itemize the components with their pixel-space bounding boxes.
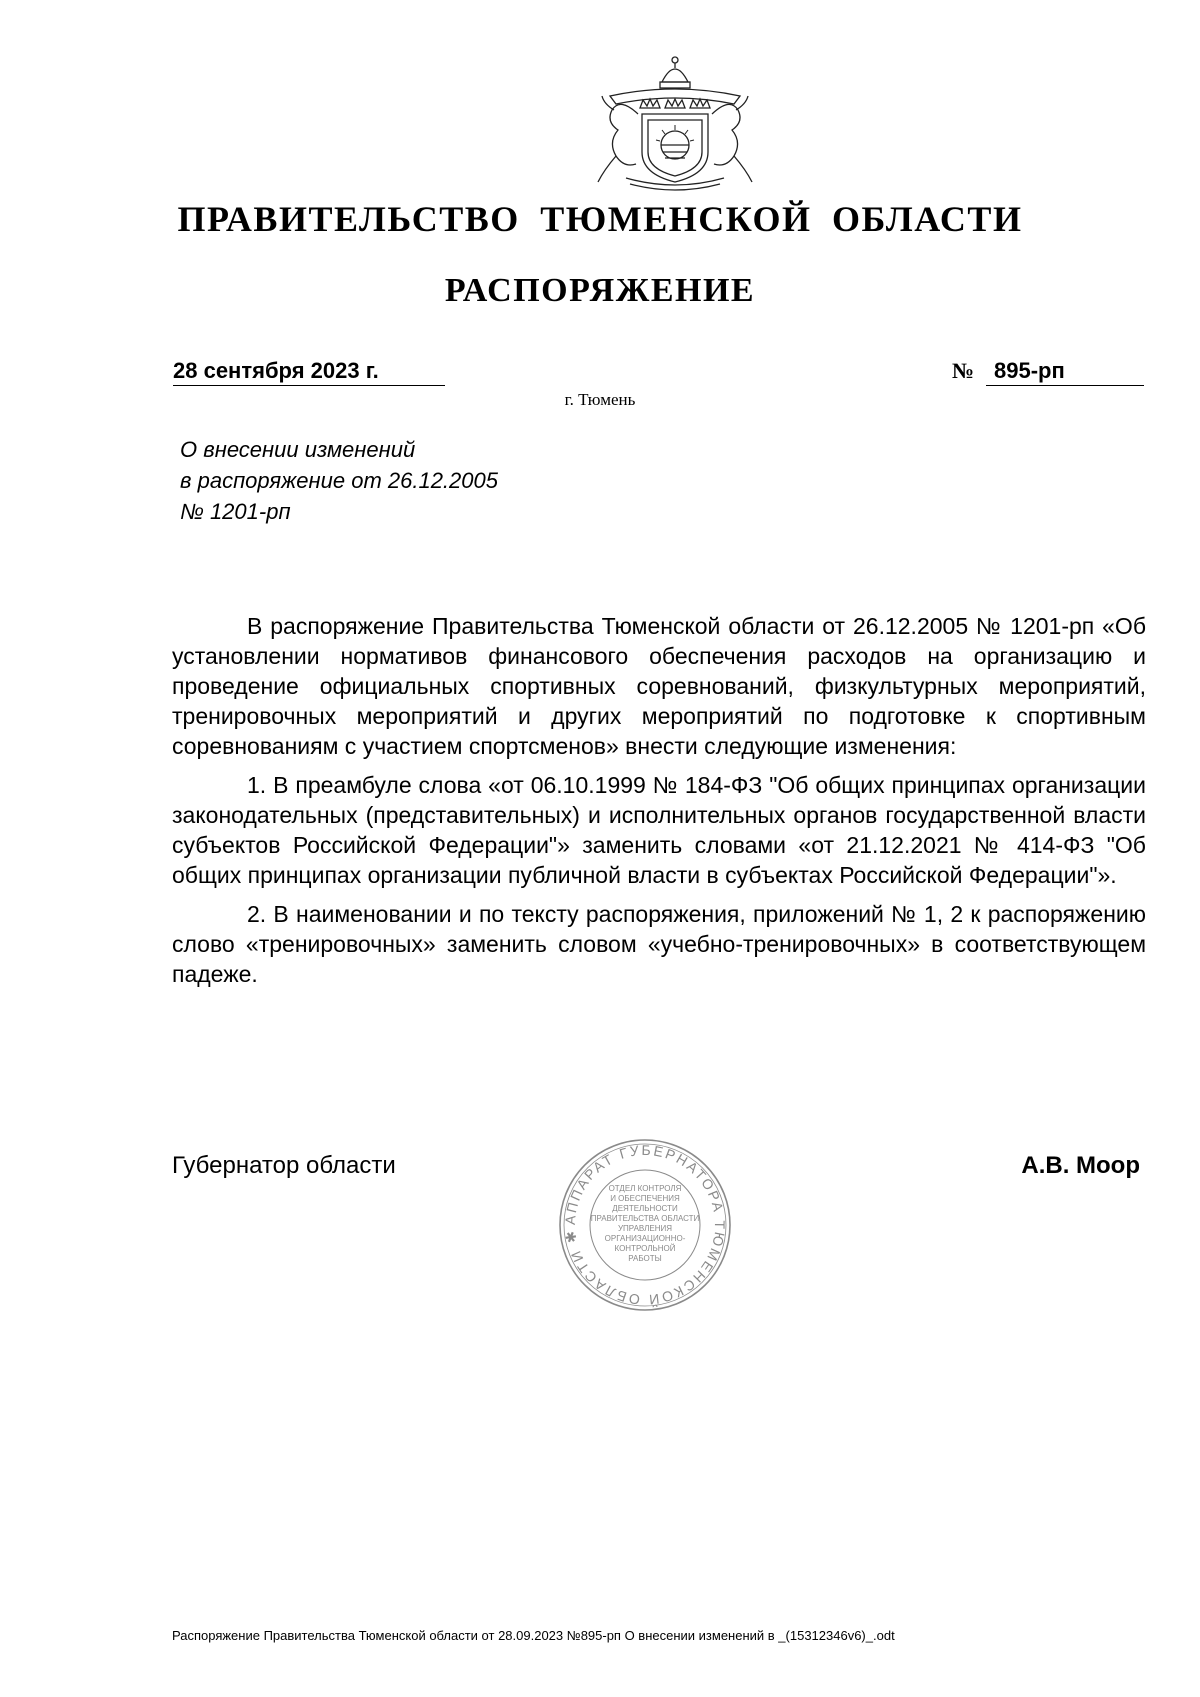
government-title: ПРАВИТЕЛЬСТВО ТЮМЕНСКОЙ ОБЛАСТИ bbox=[177, 199, 1023, 239]
signer-role: Губернатор области bbox=[172, 1152, 396, 1179]
footer-filename: Распоряжение Правительства Тюменской области от 28.09.2023 №895-рп О внесении изменений в _(15312346v6)_.odt bbox=[172, 1628, 895, 1643]
subject-line: О внесении изменений bbox=[180, 437, 416, 462]
svg-text:АППАРАТ ГУБЕРНАТОРА ТЮМЕНСКОЙ: АППАРАТ ГУБЕРНАТОРА ТЮМЕНСКОЙ ОБЛАСТИ ✱ bbox=[561, 1141, 729, 1309]
svg-text:ПРАВИТЕЛЬСТВА ОБЛАСТИ: ПРАВИТЕЛЬСТВА ОБЛАСТИ bbox=[590, 1214, 700, 1223]
body-paragraph-item-2: 2. В наименовании и по тексту распоряжения, приложений № 1, 2 к распоряжению слово «тренировочных» заменить словом «учебно-тренировочных» в соответствующем падеже. bbox=[172, 901, 1146, 987]
city: г. Тюмень bbox=[564, 390, 636, 409]
official-stamp bbox=[555, 1135, 735, 1315]
svg-text:РАБОТЫ: РАБОТЫ bbox=[628, 1254, 662, 1263]
svg-text:И ОБЕСПЕЧЕНИЯ: И ОБЕСПЕЧЕНИЯ bbox=[610, 1194, 680, 1203]
coat-of-arms-emblem bbox=[590, 52, 760, 192]
svg-text:ОТДЕЛ КОНТРОЛЯ: ОТДЕЛ КОНТРОЛЯ bbox=[608, 1184, 682, 1193]
svg-text:УПРАВЛЕНИЯ: УПРАВЛЕНИЯ bbox=[617, 1224, 673, 1233]
document-date: 28 сентября 2023 г. bbox=[173, 358, 445, 386]
number-sign: № bbox=[952, 358, 975, 383]
document-subject bbox=[180, 434, 498, 527]
signer-name: А.В. Моор bbox=[1021, 1152, 1140, 1179]
subject-line: № 1201-рп bbox=[180, 499, 291, 524]
document-number: 895-рп bbox=[986, 358, 1144, 386]
body-paragraph-intro: В распоряжение Правительства Тюменской области от 26.12.2005 № 1201-рп «Об установлении нормативов финансового обеспечения расходов на организацию и проведение официальных спортивных соревнований, физкультурных мероприятий, тренировочных мероприятий и других мероприятий по подготовке к спортивным соревнованиям с участием спортсменов» внести следующие изменения: bbox=[172, 613, 1146, 759]
document-type: РАСПОРЯЖЕНИЕ bbox=[444, 272, 756, 309]
body-paragraph-item-1: 1. В преамбуле слова «от 06.10.1999 № 184-ФЗ "Об общих принципах организации законодательных (представительных) и исполнительных органов государственной власти субъектов Российской Федерации"» заменить словами «от 21.12.2021 № 414-ФЗ "Об общих принципах организации публичной власти в субъектах Российской Федерации"». bbox=[172, 772, 1146, 888]
svg-text:КОНТРОЛЬНОЙ: КОНТРОЛЬНОЙ bbox=[614, 1244, 676, 1253]
subject-line: в распоряжение от 26.12.2005 bbox=[180, 468, 498, 493]
svg-text:ДЕЯТЕЛЬНОСТИ: ДЕЯТЕЛЬНОСТИ bbox=[612, 1204, 678, 1213]
document-body bbox=[172, 611, 1146, 998]
svg-text:ОРГАНИЗАЦИОННО-: ОРГАНИЗАЦИОННО- bbox=[604, 1234, 686, 1243]
